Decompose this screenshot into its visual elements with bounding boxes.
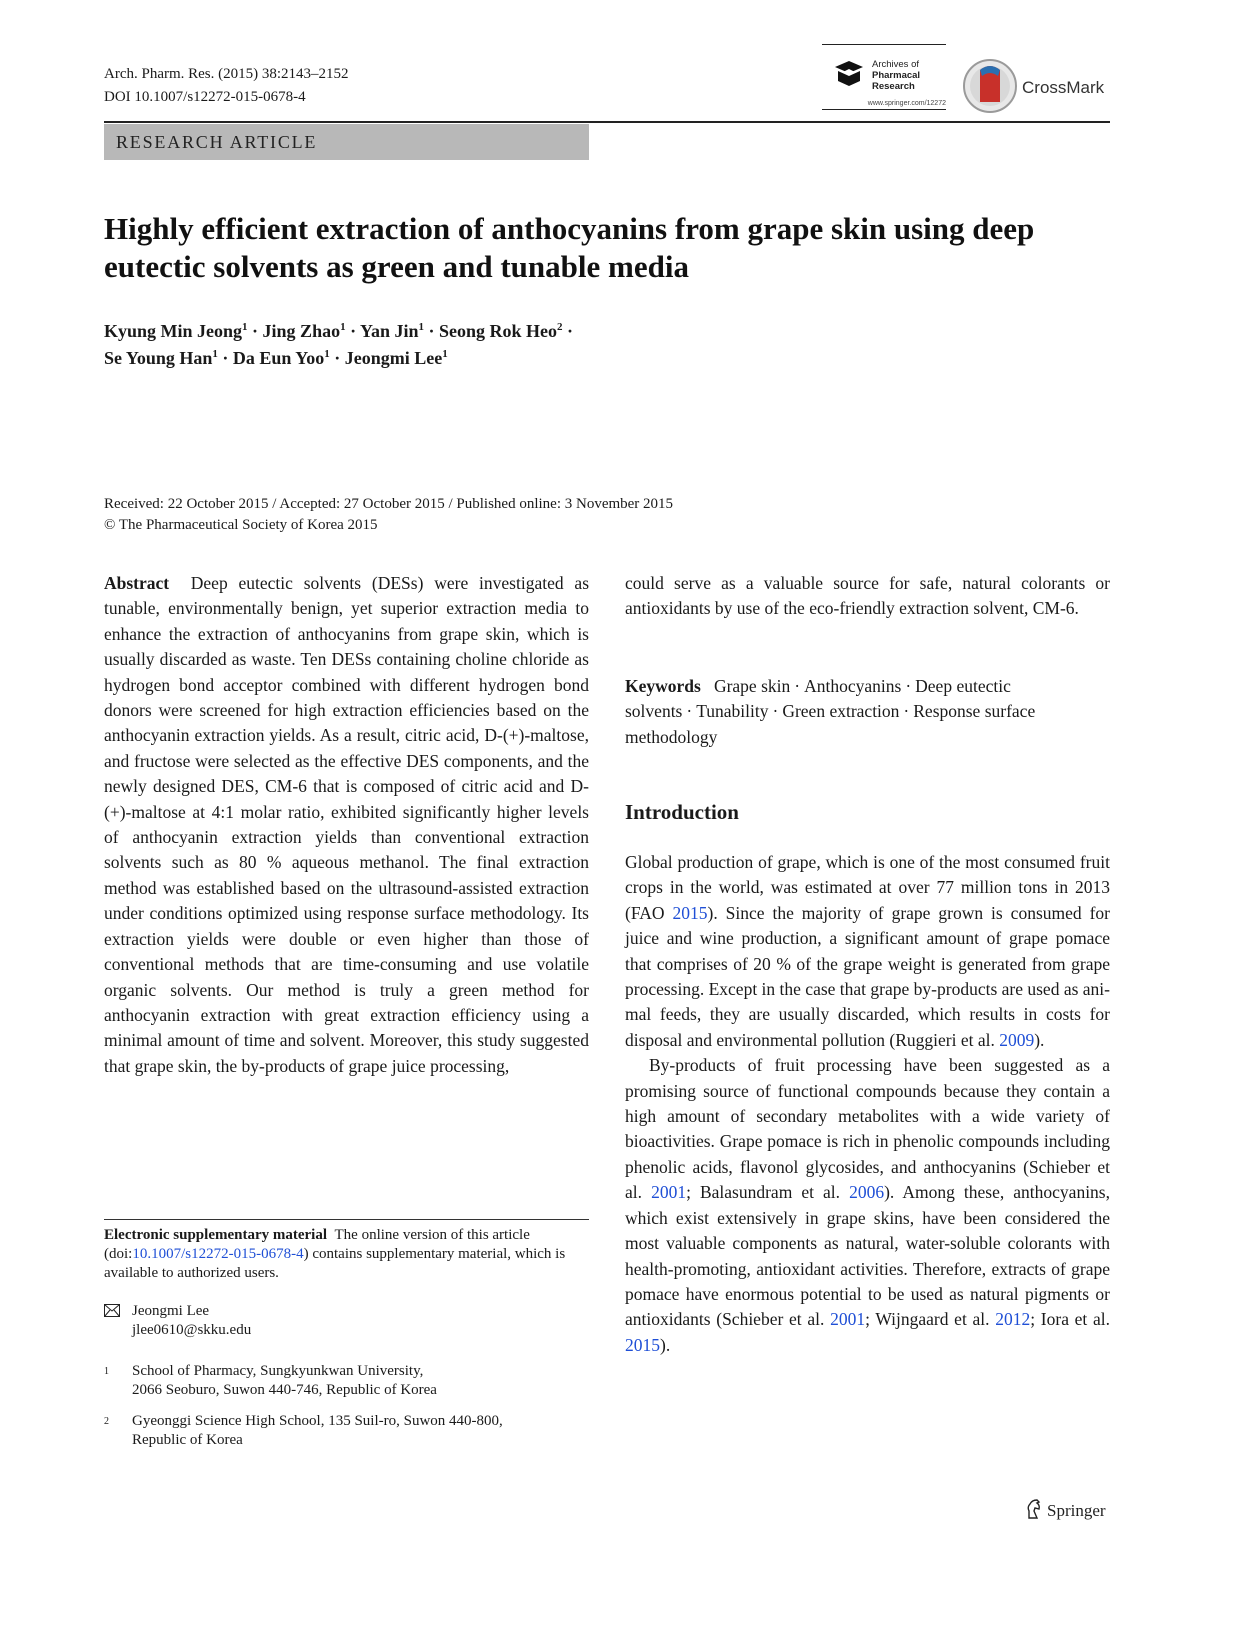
- author-name[interactable]: Jeongmi Lee: [344, 348, 443, 368]
- author-name[interactable]: Se Young Han: [104, 348, 213, 368]
- intro-text: ; Wijngaard et al.: [865, 1309, 996, 1330]
- introduction-body: [625, 850, 1110, 1358]
- springer-horse-icon: [1025, 1499, 1043, 1524]
- intro-text: ).: [1034, 1029, 1045, 1050]
- author-separator: ·: [334, 348, 341, 368]
- intro-text: ). Since the majority of grape grown is consumed for juice and wine production, a significant amount of grape pomace that comprises of 20 % of the grape weight is generated from grape processing. Except in the case that grape by-products are used as animal feeds, they are usually discarded, which results in costs for disposal and environmental pollution (Ruggieri et al.: [625, 902, 1110, 1050]
- citation-link[interactable]: 2009: [999, 1029, 1035, 1050]
- keywords-label: Keywords: [625, 676, 701, 696]
- keyword-separator: ·: [905, 676, 912, 696]
- corresponding-author: [104, 1302, 589, 1340]
- affiliation-line: School of Pharmacy, Sungkyunkwan University,: [132, 1363, 424, 1379]
- citation-link[interactable]: 2001: [651, 1182, 687, 1203]
- article-type: RESEARCH ARTICLE: [116, 132, 318, 152]
- author-separator: ·: [350, 321, 357, 341]
- article-type-banner: [104, 124, 589, 160]
- affiliation-mark: 1: [242, 321, 248, 333]
- header-rule: [104, 121, 1110, 123]
- affiliation-mark: 1: [340, 321, 346, 333]
- esm-label: Electronic supplementary material: [104, 1227, 328, 1243]
- citation-link[interactable]: 2001: [830, 1309, 866, 1330]
- author-name[interactable]: Da Eun Yoo: [232, 348, 325, 368]
- affiliation-line: Gyeonggi Science High School, 135 Suil-ro, Suwon 440-800,: [132, 1413, 503, 1429]
- intro-text: Global production of grape, which is one of the most consumed fruit crops in the world, was estimated at over 77 million tons in 2013 (FAO: [625, 852, 1110, 923]
- esm-text-a: The online version of this article (doi:: [104, 1227, 530, 1262]
- journal-logo-url: www.springer.com/12272: [867, 100, 946, 107]
- abstract-continued-text: could serve as a valuable source for safe, natural colorants or antioxidants by use of the eco-friendly extraction solvent, CM-6.: [625, 573, 1110, 619]
- keyword: Deep eutectic solvents: [625, 676, 1011, 722]
- date-line: Received: 22 October 2015 / Accepted: 27 October 2015 / Published online: 3 November 2015: [104, 496, 674, 512]
- keyword-separator: ·: [772, 701, 779, 722]
- article-doi: DOI 10.1007/s12272-015-0678-4: [104, 89, 306, 105]
- affiliation-mark: 1: [324, 348, 330, 360]
- author-separator: ·: [252, 321, 259, 341]
- keyword-separator: ·: [903, 701, 910, 722]
- citation-link[interactable]: 2015: [625, 1334, 660, 1355]
- author-separator: ·: [567, 321, 574, 341]
- journal-book-icon: [832, 59, 866, 87]
- intro-paragraph-2: [625, 1053, 1110, 1358]
- affiliation-1: [104, 1362, 589, 1400]
- journal-reference: Arch. Pharm. Res. (2015) 38:2143–2152: [104, 66, 349, 82]
- journal-logo-line1: Archives of: [872, 59, 919, 70]
- corresponding-email[interactable]: jlee0610@skku.edu: [132, 1322, 252, 1338]
- affiliation-mark: 1: [418, 321, 424, 333]
- keyword: Grape skin: [713, 676, 791, 696]
- affiliation-mark: 2: [557, 321, 563, 333]
- intro-text: ; Balasundram et al.: [686, 1182, 850, 1203]
- introduction-heading: Introduction: [625, 800, 739, 824]
- affiliation-mark: 1: [442, 348, 448, 360]
- citation-link[interactable]: 2015: [672, 902, 708, 923]
- citation-link[interactable]: 2006: [849, 1182, 885, 1203]
- intro-text: By-products of fruit processing have been suggested as a promising source of functional compounds because they contain a high amount of secondary metabolites with a wide variety of bioactivities. Grape pomace is rich in phenolic compounds including phenolic acids, flavonol glycosides, and anthocyanins (Schieber et al.: [625, 1055, 1110, 1203]
- abstract-text: Deep eutectic solvents (DESs) were investigated as tunable, environmentally benign, yet superior extraction media to enhance the extraction of anthocyanins from grape skin, which is usually discarded as waste. Ten DESs containing choline chloride as hydrogen bond acceptor combined with different hydrogen bond donors were screened for high extraction efficiencies based on the anthocyanin extraction yields. As a result, citric acid, D-(+)-maltose, and fructose were selected as the effective DES components, and the newly designed DES, CM-6 that is composed of citric acid and D-(+)-maltose at 4:1 molar ratio, exhibited significantly higher levels of anthocyanin extraction yields than conventional extraction solvents such as 80 % aqueous methanol. The final extraction method was established based on the ultrasound-assisted extraction under conditions optimized using response surface methodology. Its extraction yields were double or even higher than those of conventional methods that are time-consuming and use volatile organic solvents. Our method is truly a green method for anthocyanin extraction with great extraction efficiency using a minimal amount of time and solvent. Moreover, this study suggested that grape skin, the by-products of grape juice processing,: [104, 573, 590, 1076]
- affiliation-number: 2: [104, 1416, 109, 1427]
- abstract: [104, 571, 589, 1079]
- abstract-label: Abstract: [104, 573, 170, 593]
- crossmark-badge[interactable]: [962, 58, 1112, 114]
- intro-text: ; Iora et al.: [1030, 1309, 1111, 1330]
- intro-paragraph-1: [625, 850, 1110, 1053]
- journal-logo-line2: Pharmacal: [872, 70, 921, 81]
- journal-logo-line3: Research: [872, 81, 915, 92]
- crossmark-label: CrossMark: [1022, 78, 1105, 97]
- citation-link[interactable]: 2012: [995, 1309, 1031, 1330]
- keywords: [625, 674, 1110, 750]
- journal-logo[interactable]: [822, 44, 946, 110]
- affiliation-2: [104, 1412, 589, 1450]
- esm-text-b: ) contains supplementary material, which is available to authorized users.: [104, 1246, 566, 1281]
- author-name[interactable]: Kyung Min Jeong: [104, 321, 243, 341]
- copyright-line: © The Pharmaceutical Society of Korea 2015: [104, 517, 378, 533]
- author-name[interactable]: Jing Zhao: [262, 321, 341, 341]
- intro-text: ).: [660, 1334, 671, 1355]
- author-name[interactable]: Seong Rok Heo: [438, 321, 557, 341]
- author-name[interactable]: Yan Jin: [359, 321, 419, 341]
- corresponding-name: Jeongmi Lee: [132, 1303, 210, 1319]
- esm-doi-link[interactable]: 10.1007/s12272-015-0678-4: [132, 1246, 304, 1262]
- affiliation-line: Republic of Korea: [132, 1432, 243, 1448]
- envelope-icon: [104, 1304, 120, 1323]
- keyword: Tunability: [696, 701, 769, 722]
- keyword: Anthocyanins: [804, 676, 902, 696]
- keyword: Green extraction: [782, 701, 900, 722]
- publication-dates: [104, 494, 673, 536]
- author-separator: ·: [222, 348, 229, 368]
- keyword-separator: ·: [686, 701, 693, 722]
- supplementary-note: [104, 1226, 589, 1283]
- abstract-continued: [625, 571, 1110, 622]
- affiliation-mark: 1: [212, 348, 218, 360]
- springer-label: Springer: [1047, 1501, 1106, 1520]
- keyword: Response surface methodology: [625, 701, 1036, 747]
- footnote-rule: [104, 1219, 589, 1220]
- author-list: [104, 318, 804, 372]
- intro-text: ). Among these, anthocyanins, which exist extensively in grape skins, have been considered the most valuable components as natural, water-soluble colorants with health-promoting, antioxidant activities. Therefore, extracts of grape pomace have enormous potential to be used as natural pigments or antioxidants (Schieber et al.: [625, 1182, 1110, 1330]
- affiliation-number: 1: [104, 1366, 109, 1377]
- crossmark-icon: [962, 58, 1018, 114]
- keyword-separator: ·: [794, 676, 801, 696]
- author-separator: ·: [428, 321, 435, 341]
- article-title: Highly efficient extraction of anthocyanins from grape skin using deep eutectic solvents as green and tunable media: [104, 211, 1035, 284]
- affiliation-line: 2066 Seoburo, Suwon 440-746, Republic of Korea: [132, 1382, 437, 1398]
- springer-logo[interactable]: [1025, 1499, 1106, 1524]
